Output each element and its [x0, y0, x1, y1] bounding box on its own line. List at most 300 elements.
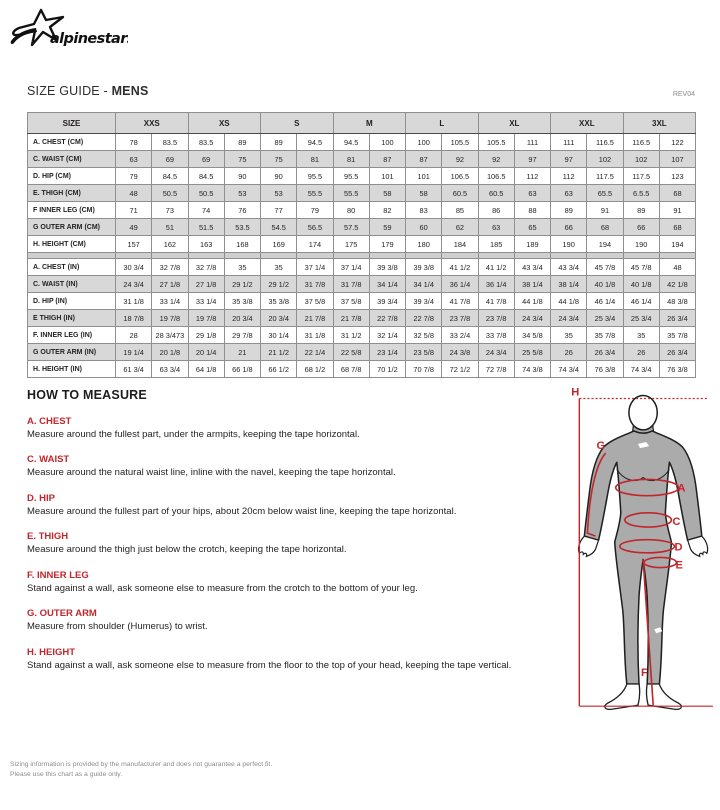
size-value-cell: 20 1/4: [188, 344, 224, 361]
size-value-cell: 100: [369, 134, 405, 151]
size-value-cell: 20 3/4: [224, 310, 260, 327]
size-value-cell: 63 3/4: [152, 361, 188, 378]
row-label: G OUTER ARM (IN): [28, 344, 116, 361]
size-value-cell: 35 3/8: [261, 293, 297, 310]
size-value-cell: 29 1/2: [261, 276, 297, 293]
size-value-cell: 35: [551, 327, 587, 344]
table-row: [28, 310, 696, 327]
table-row: [28, 151, 696, 168]
size-value-cell: 48 3/8: [659, 293, 695, 310]
size-value-cell: 76: [224, 202, 260, 219]
size-value-cell: 30 3/4: [116, 259, 152, 276]
row-label: E THIGH (IN): [28, 310, 116, 327]
size-value-cell: 83.5: [152, 134, 188, 151]
size-value-cell: 94.5: [297, 134, 333, 151]
size-value-cell: 68 7/8: [333, 361, 369, 378]
size-corner-header: SIZE: [28, 113, 116, 134]
size-value-cell: 31 1/2: [333, 327, 369, 344]
measure-item-chest: [27, 415, 575, 441]
size-value-cell: 25 5/8: [514, 344, 550, 361]
how-to-measure-section: [27, 388, 575, 672]
size-value-cell: 105.5: [478, 134, 514, 151]
size-value-cell: 123: [659, 168, 695, 185]
page-title-prefix: SIZE GUIDE -: [27, 84, 112, 98]
size-value-cell: 107: [659, 151, 695, 168]
size-header-xl: XL: [478, 113, 551, 134]
table-row: [28, 134, 696, 151]
size-value-cell: 20 1/8: [152, 344, 188, 361]
size-value-cell: 101: [369, 168, 405, 185]
size-value-cell: 41 1/2: [442, 259, 478, 276]
figure-body-silhouette: [584, 431, 701, 685]
size-value-cell: 90: [261, 168, 297, 185]
measure-item-label: A. CHEST: [27, 415, 72, 427]
size-value-cell: 71: [116, 202, 152, 219]
size-value-cell: 23 1/4: [369, 344, 405, 361]
size-value-cell: 70 1/2: [369, 361, 405, 378]
size-value-cell: 60.5: [478, 185, 514, 202]
figure-left-hand: [579, 536, 599, 556]
size-value-cell: 68: [587, 219, 623, 236]
size-value-cell: 39 3/4: [406, 293, 442, 310]
size-value-cell: 33 1/4: [152, 293, 188, 310]
table-row: [28, 202, 696, 219]
size-value-cell: 26: [551, 344, 587, 361]
figure-head: [629, 395, 657, 429]
row-label: E. THIGH (CM): [28, 185, 116, 202]
size-value-cell: 91: [587, 202, 623, 219]
size-value-cell: 86: [478, 202, 514, 219]
size-value-cell: 45 7/8: [623, 259, 659, 276]
measure-item-text: Stand against a wall, ask someone else to measure from the crotch to the bottom of your leg.: [27, 582, 418, 594]
figure-label-h: H: [571, 386, 580, 399]
size-value-cell: 33 1/4: [188, 293, 224, 310]
size-value-cell: 185: [478, 236, 514, 253]
row-label: C. WAIST (IN): [28, 276, 116, 293]
size-value-cell: 194: [587, 236, 623, 253]
size-value-cell: 21 7/8: [297, 310, 333, 327]
measure-item-outer-arm: [27, 607, 575, 633]
size-value-cell: 24 3/4: [478, 344, 514, 361]
size-value-cell: 53: [224, 185, 260, 202]
size-value-cell: 45 7/8: [587, 259, 623, 276]
size-value-cell: 60.5: [442, 185, 478, 202]
size-value-cell: 30 1/4: [261, 327, 297, 344]
title-bar: [27, 84, 695, 98]
size-value-cell: 40 1/8: [623, 276, 659, 293]
size-value-cell: 64 1/8: [188, 361, 224, 378]
size-value-cell: 23 7/8: [478, 310, 514, 327]
size-value-cell: 53.5: [224, 219, 260, 236]
size-value-cell: 180: [406, 236, 442, 253]
measure-item-hip: [27, 492, 575, 518]
footer-line-2: Please use this chart as a guide only.: [10, 770, 123, 778]
size-value-cell: 66 1/2: [261, 361, 297, 378]
size-value-cell: 58: [369, 185, 405, 202]
size-value-cell: 92: [442, 151, 478, 168]
figure-label-g: G: [596, 440, 606, 453]
size-value-cell: 174: [297, 236, 333, 253]
size-value-cell: 26: [623, 344, 659, 361]
size-value-cell: 38 1/4: [514, 276, 550, 293]
size-value-cell: 73: [152, 202, 188, 219]
row-label: G OUTER ARM (CM): [28, 219, 116, 236]
measure-item-height: [27, 646, 575, 672]
row-label: H. HEIGHT (IN): [28, 361, 116, 378]
size-value-cell: 55.5: [333, 185, 369, 202]
size-value-cell: 54.5: [261, 219, 297, 236]
size-value-cell: 39 3/8: [369, 259, 405, 276]
size-value-cell: 51.5: [188, 219, 224, 236]
size-value-cell: 78: [116, 134, 152, 151]
measure-item-text: Measure from shoulder (Humerus) to wrist.: [27, 621, 208, 632]
size-value-cell: 66: [551, 219, 587, 236]
size-value-cell: 179: [369, 236, 405, 253]
size-value-cell: 70 7/8: [406, 361, 442, 378]
size-value-cell: 27 1/8: [188, 276, 224, 293]
size-header-xxs: XXS: [116, 113, 189, 134]
figure-label-c: C: [672, 516, 681, 529]
size-value-cell: 74 3/4: [623, 361, 659, 378]
size-value-cell: 75: [224, 151, 260, 168]
page-title-gender: MENS: [111, 84, 149, 98]
body-measurement-diagram: [553, 383, 720, 753]
table-header-row: [28, 113, 696, 134]
size-value-cell: 32 5/8: [406, 327, 442, 344]
size-value-cell: 117.5: [587, 168, 623, 185]
size-value-cell: 25 3/4: [623, 310, 659, 327]
size-header-xs: XS: [188, 113, 261, 134]
footer-disclaimer: [10, 760, 272, 779]
size-value-cell: 62: [442, 219, 478, 236]
size-value-cell: 189: [514, 236, 550, 253]
size-value-cell: 89: [261, 134, 297, 151]
size-value-cell: 50.5: [188, 185, 224, 202]
size-value-cell: 23 7/8: [442, 310, 478, 327]
size-value-cell: 50.5: [152, 185, 188, 202]
size-value-cell: 84.5: [152, 168, 188, 185]
measure-item-text: Measure around the thigh just below the crotch, keeping the tape horizontal.: [27, 544, 347, 555]
size-value-cell: 117.5: [623, 168, 659, 185]
size-value-cell: 35 3/8: [224, 293, 260, 310]
size-value-cell: 48: [116, 185, 152, 202]
size-value-cell: 68: [659, 219, 695, 236]
size-value-cell: 184: [442, 236, 478, 253]
size-value-cell: 35: [224, 259, 260, 276]
row-label: A. CHEST (CM): [28, 134, 116, 151]
size-value-cell: 91: [659, 202, 695, 219]
size-value-cell: 105.5: [442, 134, 478, 151]
measure-item-inner-leg: [27, 569, 575, 595]
size-value-cell: 100: [406, 134, 442, 151]
size-value-cell: 79: [297, 202, 333, 219]
size-value-cell: 19 1/4: [116, 344, 152, 361]
size-header-s: S: [261, 113, 334, 134]
size-value-cell: 116.5: [587, 134, 623, 151]
measure-item-text: Measure around the natural waist line, inline with the navel, keeping the tape horizontal.: [27, 467, 396, 478]
size-value-cell: 38 1/4: [551, 276, 587, 293]
size-value-cell: 28: [116, 327, 152, 344]
size-value-cell: 90: [224, 168, 260, 185]
size-value-cell: 77: [261, 202, 297, 219]
size-value-cell: 36 1/4: [442, 276, 478, 293]
size-value-cell: 24 3/4: [116, 276, 152, 293]
size-value-cell: 66 1/8: [224, 361, 260, 378]
size-value-cell: 94.5: [333, 134, 369, 151]
size-value-cell: 63: [116, 151, 152, 168]
measure-item-text: Measure around the fullest part of your hips, about 20cm below waist line, keeping the tape horizontal.: [27, 505, 457, 517]
size-value-cell: 41 1/2: [478, 259, 514, 276]
row-label: A. CHEST (IN): [28, 259, 116, 276]
size-value-cell: 79: [116, 168, 152, 185]
size-value-cell: 169: [261, 236, 297, 253]
measure-item-label: D. HIP: [27, 492, 55, 504]
size-value-cell: 68: [659, 185, 695, 202]
size-value-cell: 33 2/4: [442, 327, 478, 344]
figure-label-e: E: [675, 559, 683, 572]
size-value-cell: 116.5: [623, 134, 659, 151]
size-value-cell: 83.5: [188, 134, 224, 151]
size-value-cell: 40 1/8: [587, 276, 623, 293]
size-value-cell: 44 1/8: [551, 293, 587, 310]
page-title: [27, 84, 148, 98]
table-row: [28, 293, 696, 310]
size-value-cell: 74: [188, 202, 224, 219]
size-value-cell: 18 7/8: [116, 310, 152, 327]
size-value-cell: 31 7/8: [333, 276, 369, 293]
size-value-cell: 46 1/4: [587, 293, 623, 310]
size-value-cell: 19 7/8: [152, 310, 188, 327]
size-value-cell: 76 3/8: [587, 361, 623, 378]
alpinestars-logo: [8, 6, 128, 57]
size-value-cell: 80: [333, 202, 369, 219]
size-value-cell: 112: [551, 168, 587, 185]
size-value-cell: 157: [116, 236, 152, 253]
size-value-cell: 6.5.5: [623, 185, 659, 202]
how-to-measure-heading: HOW TO MEASURE: [27, 388, 147, 402]
size-value-cell: 29 1/2: [224, 276, 260, 293]
size-value-cell: 163: [188, 236, 224, 253]
size-value-cell: 82: [369, 202, 405, 219]
size-value-cell: 194: [659, 236, 695, 253]
size-value-cell: 89: [224, 134, 260, 151]
table-row: [28, 276, 696, 293]
size-guide-table: [27, 112, 696, 378]
size-value-cell: 122: [659, 134, 695, 151]
size-value-cell: 34 5/8: [514, 327, 550, 344]
size-value-cell: 36 1/4: [478, 276, 514, 293]
size-value-cell: 81: [297, 151, 333, 168]
measure-item-label: C. WAIST: [27, 454, 70, 465]
figure-label-a: A: [677, 482, 686, 495]
size-value-cell: 72 7/8: [478, 361, 514, 378]
size-value-cell: 21 1/2: [261, 344, 297, 361]
size-value-cell: 75: [261, 151, 297, 168]
size-table-body: [28, 134, 696, 378]
table-row: [28, 168, 696, 185]
size-value-cell: 26 3/4: [587, 344, 623, 361]
size-value-cell: 28 3/473: [152, 327, 188, 344]
size-value-cell: 111: [551, 134, 587, 151]
size-value-cell: 69: [152, 151, 188, 168]
size-value-cell: 63: [514, 185, 550, 202]
size-value-cell: 106.5: [478, 168, 514, 185]
figure-right-hand: [688, 536, 708, 556]
size-value-cell: 101: [406, 168, 442, 185]
size-value-cell: 168: [224, 236, 260, 253]
size-value-cell: 85: [442, 202, 478, 219]
row-label: H. HEIGHT (CM): [28, 236, 116, 253]
measure-item-label: F. INNER LEG: [27, 569, 89, 581]
size-value-cell: 55.5: [297, 185, 333, 202]
size-value-cell: 175: [333, 236, 369, 253]
size-value-cell: 48: [659, 259, 695, 276]
measure-item-text: Stand against a wall, ask someone else to measure from the floor to the top of your head, keeping the tape vertical.: [27, 659, 512, 671]
size-value-cell: 69: [188, 151, 224, 168]
table-row: [28, 259, 696, 276]
figure-left-boot: [605, 684, 640, 709]
size-value-cell: 31 1/8: [297, 327, 333, 344]
size-header-m: M: [333, 113, 406, 134]
size-value-cell: 34 1/4: [369, 276, 405, 293]
size-value-cell: 89: [551, 202, 587, 219]
size-value-cell: 24 3/4: [551, 310, 587, 327]
size-value-cell: 32 7/8: [152, 259, 188, 276]
size-value-cell: 22 7/8: [406, 310, 442, 327]
size-value-cell: 35: [261, 259, 297, 276]
row-label: C. WAIST (CM): [28, 151, 116, 168]
size-value-cell: 88: [514, 202, 550, 219]
size-value-cell: 102: [623, 151, 659, 168]
size-value-cell: 162: [152, 236, 188, 253]
size-value-cell: 46 1/4: [623, 293, 659, 310]
size-value-cell: 84.5: [188, 168, 224, 185]
size-value-cell: 22 5/8: [333, 344, 369, 361]
size-value-cell: 76 3/8: [659, 361, 695, 378]
size-value-cell: 81: [333, 151, 369, 168]
size-value-cell: 35: [623, 327, 659, 344]
size-value-cell: 97: [551, 151, 587, 168]
size-value-cell: 21: [224, 344, 260, 361]
measure-item-label: E. THIGH: [27, 531, 69, 542]
size-value-cell: 63: [551, 185, 587, 202]
size-value-cell: 19 7/8: [188, 310, 224, 327]
size-value-cell: 95.5: [297, 168, 333, 185]
size-value-cell: 42 1/8: [659, 276, 695, 293]
size-value-cell: 74 3/4: [551, 361, 587, 378]
size-value-cell: 57.5: [333, 219, 369, 236]
size-value-cell: 68 1/2: [297, 361, 333, 378]
size-value-cell: 22 1/4: [297, 344, 333, 361]
size-value-cell: 35 7/8: [587, 327, 623, 344]
size-value-cell: 56.5: [297, 219, 333, 236]
table-row: [28, 236, 696, 253]
size-value-cell: 61 3/4: [116, 361, 152, 378]
size-header-xxl: XXL: [551, 113, 624, 134]
size-value-cell: 37 1/4: [297, 259, 333, 276]
size-value-cell: 111: [514, 134, 550, 151]
measure-item-thigh: [27, 530, 575, 556]
size-value-cell: 39 3/8: [406, 259, 442, 276]
size-value-cell: 43 3/4: [551, 259, 587, 276]
size-value-cell: 32 7/8: [188, 259, 224, 276]
size-header-l: L: [406, 113, 479, 134]
row-label: F. INNER LEG (IN): [28, 327, 116, 344]
size-value-cell: 34 1/4: [406, 276, 442, 293]
size-value-cell: 102: [587, 151, 623, 168]
revision-label: REV04: [672, 91, 695, 98]
size-value-cell: 24 3/4: [514, 310, 550, 327]
size-value-cell: 20 3/4: [261, 310, 297, 327]
size-value-cell: 23 5/8: [406, 344, 442, 361]
size-value-cell: 74 3/8: [514, 361, 550, 378]
size-value-cell: 95.5: [333, 168, 369, 185]
size-value-cell: 27 1/8: [152, 276, 188, 293]
size-value-cell: 37 5/8: [333, 293, 369, 310]
size-value-cell: 44 1/8: [514, 293, 550, 310]
size-value-cell: 41 7/8: [478, 293, 514, 310]
size-value-cell: 60: [406, 219, 442, 236]
size-value-cell: 72 1/2: [442, 361, 478, 378]
size-header-3xl: 3XL: [623, 113, 696, 134]
size-value-cell: 87: [406, 151, 442, 168]
size-value-cell: 26 3/4: [659, 344, 695, 361]
size-value-cell: 24 3/8: [442, 344, 478, 361]
size-value-cell: 41 7/8: [442, 293, 478, 310]
size-value-cell: 58: [406, 185, 442, 202]
size-value-cell: 21 7/8: [333, 310, 369, 327]
size-value-cell: 65.5: [587, 185, 623, 202]
logo-wordmark: alpinestars: [50, 31, 128, 47]
size-value-cell: 97: [514, 151, 550, 168]
table-row: [28, 344, 696, 361]
measure-item-waist: [27, 453, 575, 479]
size-value-cell: 22 7/8: [369, 310, 405, 327]
row-label: F INNER LEG (CM): [28, 202, 116, 219]
figure-label-d: D: [674, 541, 683, 554]
size-value-cell: 43 3/4: [514, 259, 550, 276]
row-label: D. HIP (IN): [28, 293, 116, 310]
measure-item-label: G. OUTER ARM: [27, 608, 97, 619]
figure-label-f: F: [641, 666, 648, 679]
size-value-cell: 92: [478, 151, 514, 168]
table-row: [28, 219, 696, 236]
size-value-cell: 37 5/8: [297, 293, 333, 310]
size-value-cell: 63: [478, 219, 514, 236]
size-value-cell: 51: [152, 219, 188, 236]
table-row: [28, 185, 696, 202]
size-value-cell: 112: [514, 168, 550, 185]
size-value-cell: 89: [623, 202, 659, 219]
size-value-cell: 32 1/4: [369, 327, 405, 344]
size-value-cell: 49: [116, 219, 152, 236]
measure-item-label: H. HEIGHT: [27, 646, 76, 658]
size-value-cell: 65: [514, 219, 550, 236]
size-value-cell: 106.5: [442, 168, 478, 185]
size-value-cell: 35 7/8: [659, 327, 695, 344]
size-value-cell: 87: [369, 151, 405, 168]
size-value-cell: 33 7/8: [478, 327, 514, 344]
size-value-cell: 29 1/8: [188, 327, 224, 344]
size-value-cell: 53: [261, 185, 297, 202]
size-value-cell: 37 1/4: [333, 259, 369, 276]
size-value-cell: 29 7/8: [224, 327, 260, 344]
size-value-cell: 59: [369, 219, 405, 236]
footer-line-1: Sizing information is provided by the manufacturer and does not guarantee a perfect fit.: [10, 761, 273, 768]
size-value-cell: 66: [623, 219, 659, 236]
size-value-cell: 26 3/4: [659, 310, 695, 327]
size-value-cell: 190: [623, 236, 659, 253]
